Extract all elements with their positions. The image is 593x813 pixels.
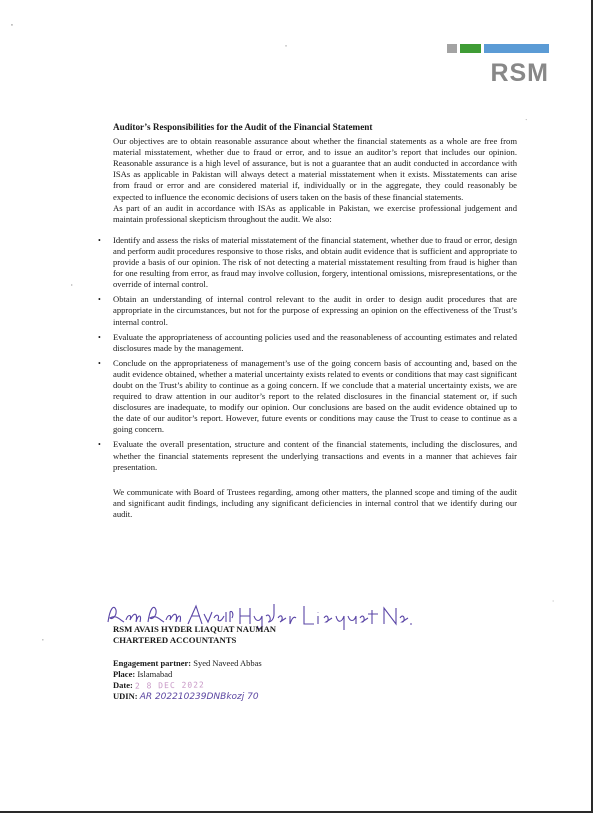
engagement-partner-row xyxy=(113,658,262,669)
date-stamp: 2 8 DEC 2022 xyxy=(134,680,205,691)
list-item-text: Evaluate the appropriateness of accounting policies used and the reasonableness of accounting estimates and related disclosures made by the management. xyxy=(113,331,517,353)
list-item xyxy=(98,439,517,472)
list-item-text: Obtain an understanding of internal control relevant to the audit in order to design audit procedures that are appropriate in the circumstances, but not for the purpose of expressing an opinion on the effectiveness of the Trust’s internal control. xyxy=(113,294,517,327)
firm-name: RSM AVAIS HYDER LIAQUAT NAUMAN xyxy=(113,624,276,634)
objectives-paragraph: Our objectives are to obtain reasonable assurance about whether the financial statements as a whole are free from material misstatement, whether due to fraud or error, and to issue an auditor’s report that includes our opinion. Reasonable assurance is a high level of assurance, but is not a guarantee that an audit conducted in accordance with ISAs as applicable in Pakistan will always detect a material misstatement when it exists. Misstatements can arise from fraud or error and are considered material if, individually or in the aggregate, they could reasonably be expected to influence the economic decisions of users taken on the basis of these financial statements. xyxy=(113,136,517,202)
bullet-icon: • xyxy=(98,332,101,342)
udin-row xyxy=(113,691,262,703)
place-row xyxy=(113,669,262,680)
date-label: Date: xyxy=(113,680,133,691)
bullet-icon: • xyxy=(98,235,101,245)
list-item xyxy=(98,294,517,327)
engagement-partner-value: Syed Naveed Abbas xyxy=(193,658,262,668)
section-heading: Auditor’s Responsibilities for the Audit of the Financial Statement xyxy=(113,122,373,132)
list-item xyxy=(98,234,517,290)
date-row xyxy=(113,680,262,691)
place-label: Place: xyxy=(113,669,136,680)
list-item-text: Conclude on the appropriateness of management’s use of the going concern basis of accounting and, based on the audit evidence obtained, whether a material uncertainty exists related to events or conditions that may cast significant doubt on the Trust’s ability to continue as a going concern. If we conclude that a material uncertainty exists, we are required to draw attention in our auditor’s report to the related disclosures in the financial statement or, if such disclosures are inadequate, to modify our opinion. Our conclusions are based on the audit evidence obtained up to the date of our auditor’s report. However, future events or conditions may cause the Trust to cease to continue as a going concern. xyxy=(113,357,518,435)
closing-paragraph: We communicate with Board of Trustees regarding, among other matters, the planned scope and timing of the audit and significant audit findings, including any significant deficiencies in internal control that we identify during our audit. xyxy=(113,486,517,519)
udin-value: AR 202210239DNBkozj 70 xyxy=(139,692,259,703)
report-body xyxy=(98,122,518,520)
list-item xyxy=(98,331,517,354)
bullet-icon: • xyxy=(98,440,101,450)
bullet-icon: • xyxy=(98,295,101,305)
logo-bar-green xyxy=(460,44,481,53)
logo-bar-grey xyxy=(447,44,457,53)
list-item-text: Identify and assess the risks of material misstatement of the financial statement, whether due to fraud or error, design and perform audit procedures responsive to those risks, and obtain audit evidence that is sufficient and appropriate to provide a basis of our opinion. The risk of not detecting a material misstatement resulting from fraud is higher than for one resulting from error, as fraud may involve collusion, forgery, intentional omissions, misrepresentations, or the override of internal control. xyxy=(113,234,517,290)
rsm-logo xyxy=(447,44,551,90)
bullet-icon: • xyxy=(98,358,101,368)
udin-label: UDIN: xyxy=(113,691,138,702)
logo-bar-blue xyxy=(484,44,549,53)
logo-color-bars xyxy=(447,44,549,53)
firm-block xyxy=(113,624,276,646)
responsibilities-list xyxy=(98,234,518,473)
report-metadata xyxy=(113,658,262,703)
firm-title: CHARTERED ACCOUNTANTS xyxy=(113,635,237,645)
logo-wordmark: RSM xyxy=(490,59,549,87)
isa-paragraph: As part of an audit in accordance with ISAs as applicable in Pakistan, we exercise professional judgement and maintain professional skepticism throughout the audit. We also: xyxy=(113,202,517,224)
place-value: Islamabad xyxy=(137,669,173,680)
list-item-text: Evaluate the overall presentation, structure and content of the financial statements, including the disclosures, and whether the financial statements represent the underlying transactions and events in a manner that achieves fair presentation. xyxy=(113,439,517,472)
list-item xyxy=(98,357,518,436)
engagement-partner-label: Engagement partner: xyxy=(113,658,192,668)
